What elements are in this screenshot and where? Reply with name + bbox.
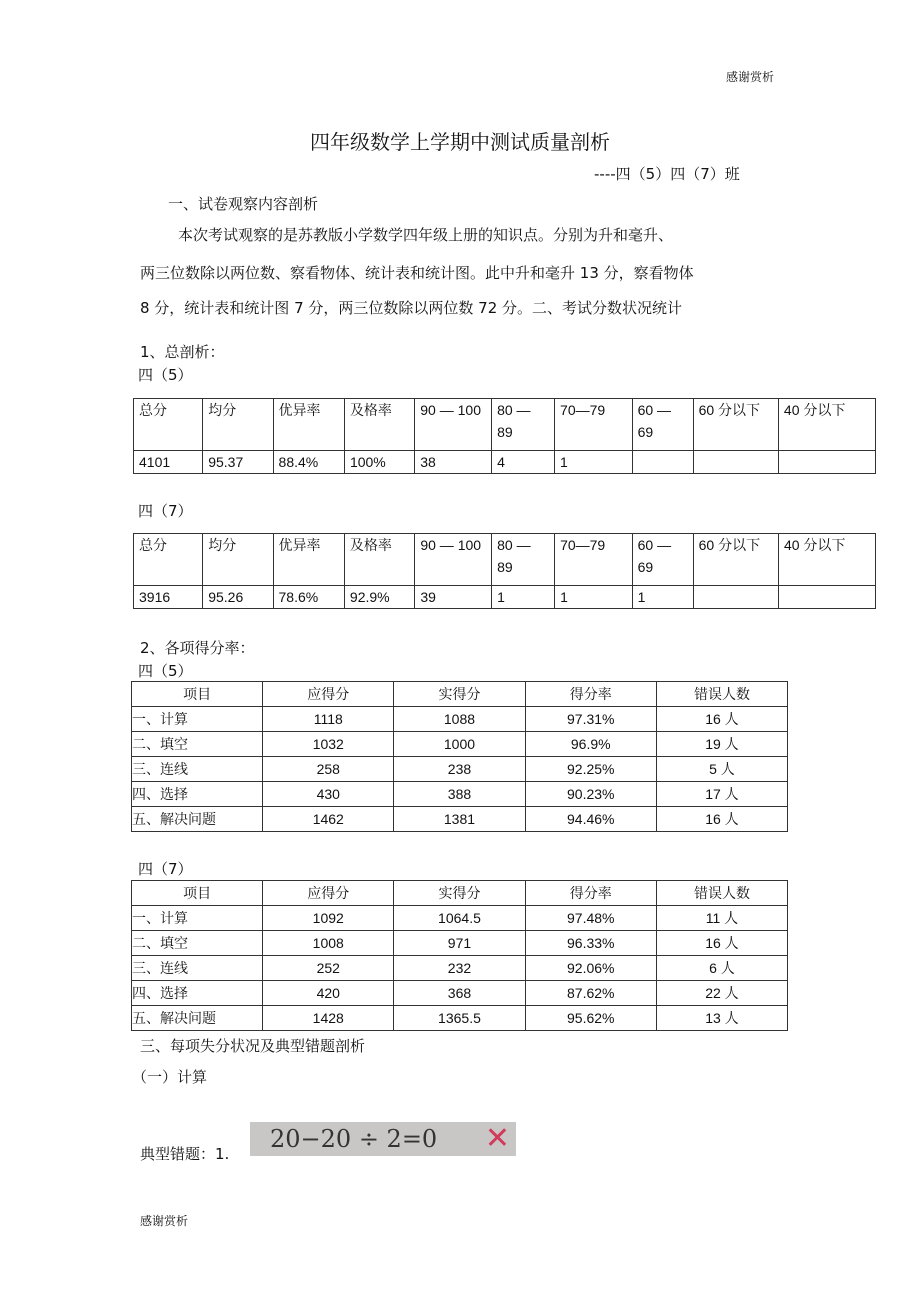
table-cell: 232 [394,956,525,981]
table-cell: 40 分以下 [778,534,875,586]
table-row [132,807,788,832]
subheading: 2、各项得分率： [140,639,255,657]
overall-table-class5 [133,398,876,474]
table-cell: 238 [394,757,525,782]
table-cell: 70—79 [555,399,633,451]
overall-table-class7 [133,533,876,609]
table-cell: 97.31% [525,707,656,732]
section-heading: 三、每项失分状况及典型错题剖析 [140,1037,366,1055]
table-cell: 一、计算 [132,906,263,931]
table-cell: 100% [344,451,414,474]
table-cell: 39 [415,586,492,609]
table-cell: 三、连线 [132,956,263,981]
table-cell: 4101 [134,451,203,474]
table-cell: 4 [492,451,555,474]
example-image [250,1122,516,1156]
wrong-mark-icon: ✕ [484,1121,510,1156]
table-cell: 971 [394,931,525,956]
table-cell: 60 — 69 [632,399,693,451]
table-cell: 60 分以下 [693,534,778,586]
table-row [132,732,788,757]
table-cell: 95.26 [203,586,273,609]
table-cell: 应得分 [263,682,394,707]
table-row [134,399,876,451]
table-cell: 90 — 100 [415,534,492,586]
header-note: 感谢赏析 [726,70,775,84]
table-cell: 92.25% [525,757,656,782]
table-cell [778,586,875,609]
table-cell: 1008 [263,931,394,956]
table-cell: 1000 [394,732,525,757]
subheading: 1、总剖析： [140,343,225,361]
table-cell [693,451,778,474]
table-row [132,782,788,807]
table-cell: 均分 [203,399,273,451]
table-cell: 总分 [134,534,203,586]
table-row [132,707,788,732]
items-table-class7 [131,880,788,1031]
table-cell: 得分率 [525,682,656,707]
table-row [132,1006,788,1031]
table-cell: 错误人数 [656,682,787,707]
table-cell: 1381 [394,807,525,832]
table-cell: 应得分 [263,881,394,906]
table-cell: 三、连线 [132,757,263,782]
table-cell: 1 [632,586,693,609]
paragraph-line: 本次考试观察的是苏教版小学数学四年级上册的知识点。分别为升和毫升、 [178,226,674,244]
table-cell: 得分率 [525,881,656,906]
table-cell: 1092 [263,906,394,931]
table-cell: 70—79 [555,534,633,586]
table-row [132,931,788,956]
table-row [132,956,788,981]
table-cell: 1365.5 [394,1006,525,1031]
table-cell [632,451,693,474]
example-label: 典型错题：1. [140,1145,230,1163]
table-cell: 22 人 [656,981,787,1006]
table-cell: 258 [263,757,394,782]
table-cell: 1 [555,586,633,609]
table-row [132,757,788,782]
table-cell: 17 人 [656,782,787,807]
items-table-class5 [131,681,788,832]
table-cell: 430 [263,782,394,807]
table-cell: 13 人 [656,1006,787,1031]
paragraph-line: 8 分，统计表和统计图 7 分，两三位数除以两位数 72 分。二、考试分数状况统计 [140,299,683,317]
document-title: 四年级数学上学期中测试质量剖析 [310,130,610,154]
table-cell: 四、选择 [132,981,263,1006]
table-cell: 错误人数 [656,881,787,906]
table-cell [778,451,875,474]
table-cell: 11 人 [656,906,787,931]
table-cell: 5 人 [656,757,787,782]
table-cell: 38 [415,451,492,474]
table-cell: 3916 [134,586,203,609]
table-cell: 92.06% [525,956,656,981]
table-cell: 实得分 [394,682,525,707]
table-cell: 88.4% [273,451,344,474]
table-cell: 96.9% [525,732,656,757]
class-label: 四（7） [138,860,193,878]
table-cell: 19 人 [656,732,787,757]
table-cell: 60 — 69 [632,534,693,586]
table-row [132,881,788,906]
table-cell: 90.23% [525,782,656,807]
table-cell: 总分 [134,399,203,451]
paragraph-line: 两三位数除以两位数、察看物体、统计表和统计图。此中升和毫升 13 分，察看物体 [140,264,694,282]
table-cell: 40 分以下 [778,399,875,451]
class-label: 四（7） [138,502,193,520]
class-label: 四（5） [138,366,193,384]
table-cell: 92.9% [344,586,414,609]
table-cell: 78.6% [273,586,344,609]
example-formula: 20−20 ÷ 2=0 [270,1125,438,1153]
table-cell: 1428 [263,1006,394,1031]
table-cell: 1088 [394,707,525,732]
section-heading: 一、试卷观察内容剖析 [168,195,319,213]
subheading: （一）计算 [132,1068,208,1086]
table-cell: 1462 [263,807,394,832]
table-cell: 96.33% [525,931,656,956]
table-row [132,906,788,931]
table-cell: 1032 [263,732,394,757]
table-cell: 1 [555,451,633,474]
table-cell: 94.46% [525,807,656,832]
table-cell: 四、选择 [132,782,263,807]
footer-note: 感谢赏析 [140,1214,189,1228]
table-row [132,981,788,1006]
table-cell: 二、填空 [132,732,263,757]
subtitle: ----四（5）四（7）班 [594,165,740,183]
table-cell: 项目 [132,881,263,906]
table-cell: 420 [263,981,394,1006]
table-cell: 16 人 [656,707,787,732]
table-row [132,682,788,707]
table-cell: 97.48% [525,906,656,931]
table-cell: 二、填空 [132,931,263,956]
table-cell: 五、解决问题 [132,807,263,832]
table-cell: 五、解决问题 [132,1006,263,1031]
table-cell: 1118 [263,707,394,732]
table-row [134,586,876,609]
table-cell: 95.37 [203,451,273,474]
table-cell: 87.62% [525,981,656,1006]
table-cell: 及格率 [344,534,414,586]
table-cell: 60 分以下 [693,399,778,451]
table-cell: 优异率 [273,399,344,451]
table-cell: 368 [394,981,525,1006]
table-cell: 优异率 [273,534,344,586]
table-cell: 实得分 [394,881,525,906]
table-cell: 及格率 [344,399,414,451]
table-cell: 16 人 [656,931,787,956]
table-cell [693,586,778,609]
table-cell: 16 人 [656,807,787,832]
table-row [134,534,876,586]
table-cell: 6 人 [656,956,787,981]
table-row [134,451,876,474]
table-cell: 252 [263,956,394,981]
class-label: 四（5） [138,662,193,680]
table-cell: 一、计算 [132,707,263,732]
table-cell: 均分 [203,534,273,586]
table-cell: 80 — 89 [492,534,555,586]
table-cell: 90 — 100 [415,399,492,451]
table-cell: 1 [492,586,555,609]
table-cell: 95.62% [525,1006,656,1031]
table-cell: 388 [394,782,525,807]
table-cell: 项目 [132,682,263,707]
table-cell: 80 — 89 [492,399,555,451]
table-cell: 1064.5 [394,906,525,931]
